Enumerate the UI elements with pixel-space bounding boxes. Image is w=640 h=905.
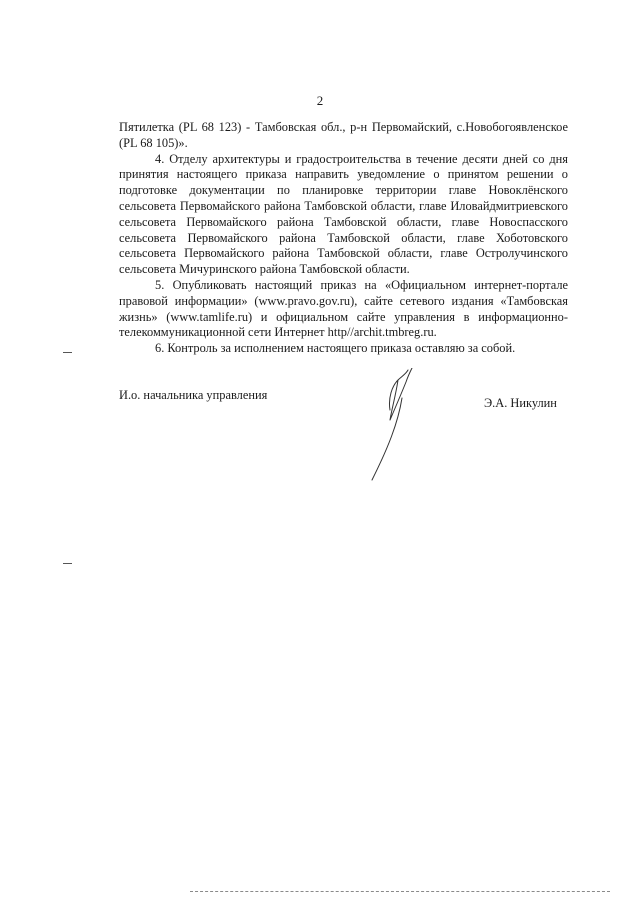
paragraph-6: 6. Контроль за исполнением настоящего приказа оставляю за собой. — [155, 341, 516, 356]
paragraph-4: 4. Отделу архитектуры и градостроительства в течение десяти дней со дня принятия настоящего приказа направить уведомление о принятом решении о подготовке документации по планировке территории главе Новоклёнского сельсовета Первомайского района Тамбовской области, главе Иловайдмитриевского сельсовета Первомайского района Тамбовской области, главе Новоспасского сельсовета Первомайского района Тамбовской области, главе Хоботовского сельсовета Первомайского района Тамбовской области, главе Остролучинского сельсовета Мичуринского района Тамбовской области. — [119, 151, 568, 277]
bottom-rule — [190, 891, 610, 893]
handwritten-signature — [362, 368, 422, 483]
margin-mark — [63, 352, 72, 353]
paragraph-continuation: Пятилетка (PL 68 123) - Тамбовская обл., р-н Первомайский, с.Новобогоявленское (PL 68 105)». — [119, 120, 568, 150]
paragraph-5: 5. Опубликовать настоящий приказ на «Официальном интернет-портале правовой информации» (www.pravo.gov.ru), сайте сетевого издания «Тамбовская жизнь» (www.tamlife.ru) и официальном сайте управления в информационно-телекоммуникационной сети Интернет http//archit.tmbreg.ru. — [119, 277, 568, 340]
page-number: 2 — [316, 93, 324, 108]
document-body — [119, 120, 568, 357]
signatory-name: Э.А. Никулин — [484, 396, 557, 410]
margin-mark — [63, 563, 72, 564]
signatory-title: И.о. начальника управления — [119, 388, 268, 402]
